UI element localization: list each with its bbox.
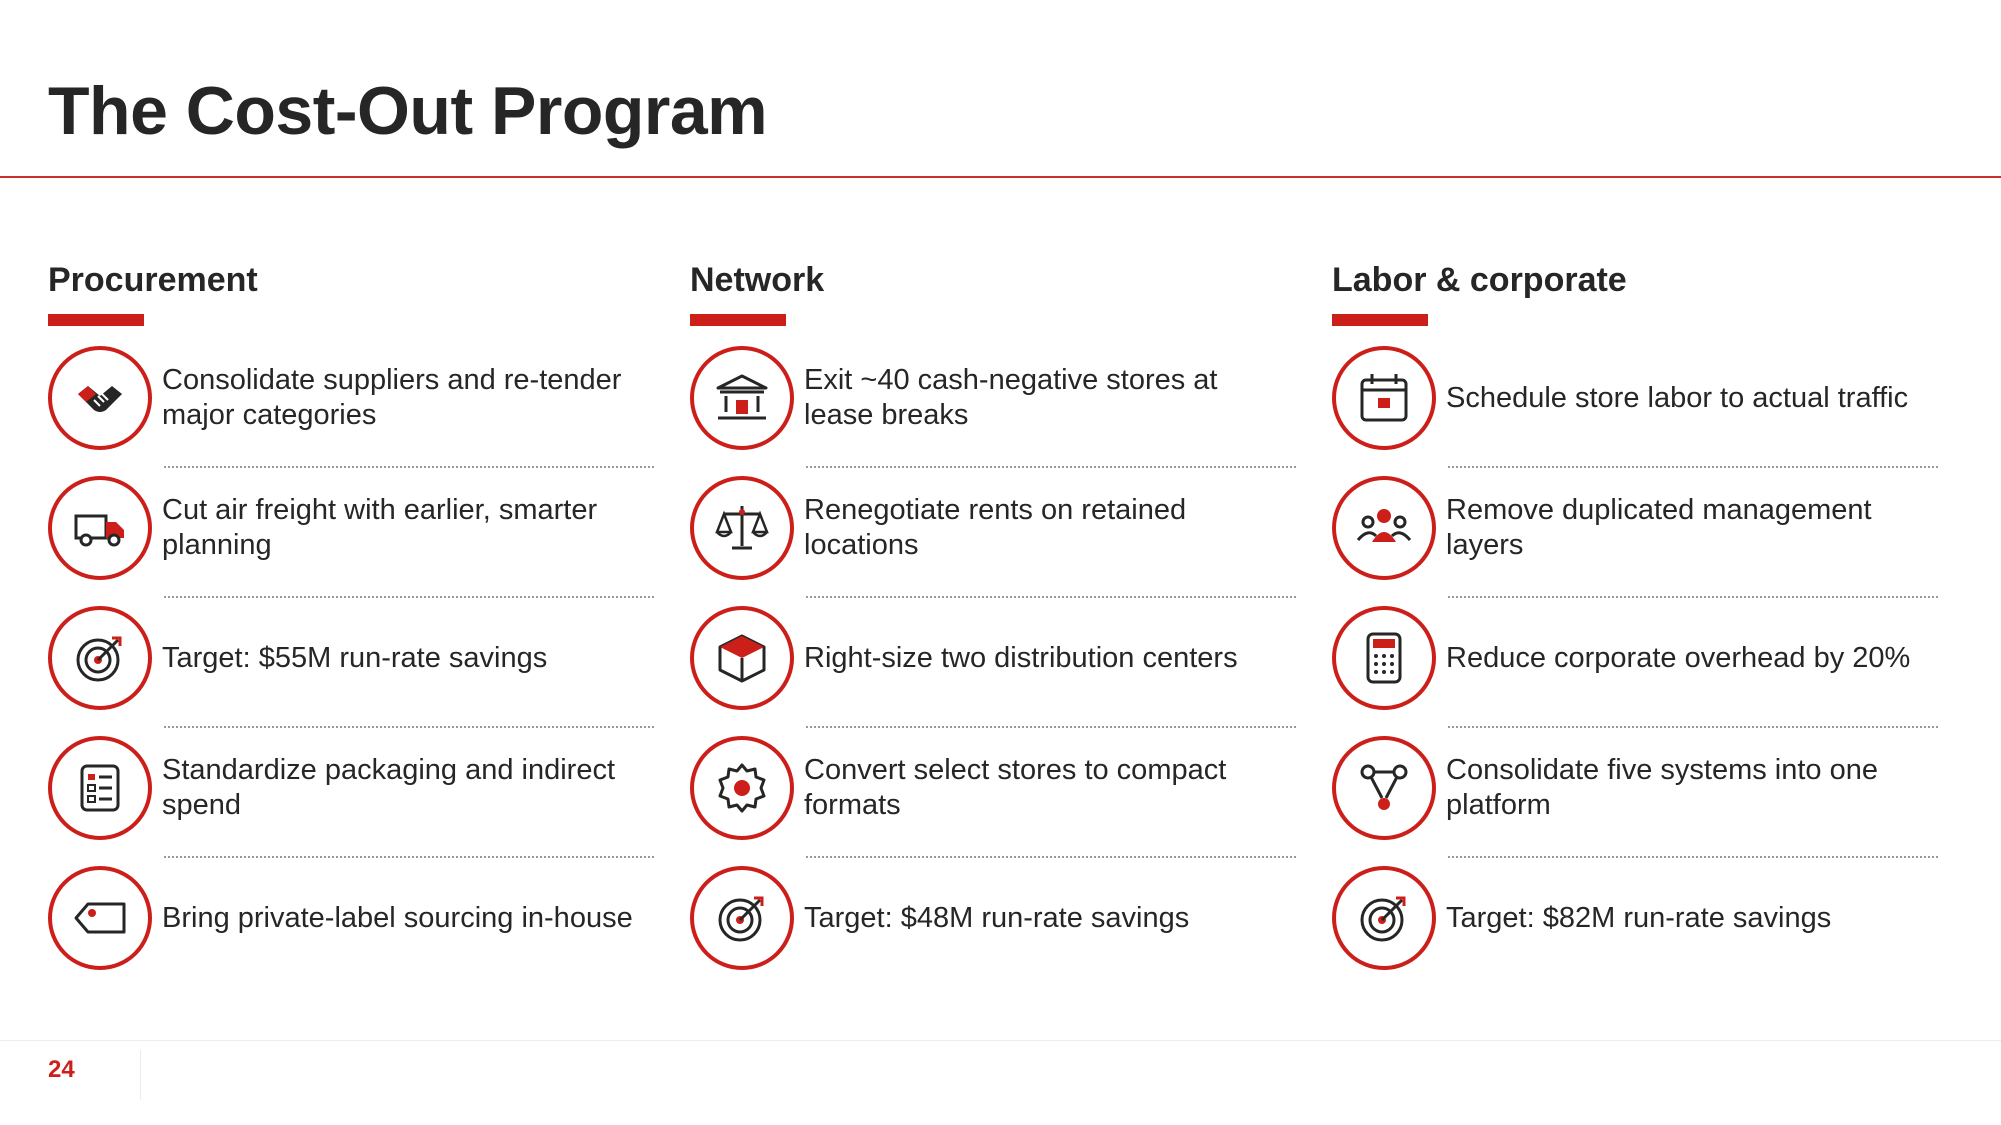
box-icon xyxy=(690,606,794,710)
list-item xyxy=(690,606,1296,736)
title-divider xyxy=(0,176,2001,178)
item-divider xyxy=(806,466,1296,468)
truck-icon xyxy=(48,476,152,580)
item-text: Consolidate suppliers and re-tender major categories xyxy=(162,364,622,431)
item-divider xyxy=(806,856,1296,858)
price-tag-icon xyxy=(48,866,152,970)
item-divider xyxy=(164,466,654,468)
list-item xyxy=(690,476,1296,606)
item-divider xyxy=(164,596,654,598)
bank-building-icon xyxy=(690,346,794,450)
list-item xyxy=(690,736,1296,866)
gear-icon xyxy=(690,736,794,840)
item-divider xyxy=(1448,726,1938,728)
heading-accent-bar xyxy=(690,314,786,326)
footer-divider xyxy=(0,1040,2001,1041)
column-heading: Labor & corporate xyxy=(1332,261,1627,299)
page-number: 24 xyxy=(48,1056,75,1083)
item-text: Bring private-label sourcing in-house xyxy=(162,901,633,934)
calculator-icon xyxy=(1332,606,1436,710)
list-item xyxy=(1332,866,1938,996)
item-text: Exit ~40 cash-negative stores at lease breaks xyxy=(804,364,1218,431)
target-icon xyxy=(690,866,794,970)
list-item xyxy=(48,346,654,476)
list-item xyxy=(48,606,654,736)
column-procurement xyxy=(48,258,654,996)
handshake-icon xyxy=(48,346,152,450)
list-item xyxy=(690,346,1296,476)
item-text: Reduce corporate overhead by 20% xyxy=(1446,641,1911,674)
item-text: Consolidate five systems into one platform xyxy=(1446,754,1878,821)
list-item xyxy=(690,866,1296,996)
item-text: Cut air freight with earlier, smarter planning xyxy=(162,494,598,561)
people-icon xyxy=(1332,476,1436,580)
item-divider xyxy=(164,726,654,728)
network-merge-icon xyxy=(1332,736,1436,840)
list-item xyxy=(1332,476,1938,606)
list-item xyxy=(1332,606,1938,736)
item-divider xyxy=(1448,596,1938,598)
item-divider xyxy=(1448,466,1938,468)
heading-accent-bar xyxy=(48,314,144,326)
slide-title: The Cost-Out Program xyxy=(48,73,768,149)
target-icon xyxy=(1332,866,1436,970)
list-item xyxy=(1332,736,1938,866)
list-item xyxy=(1332,346,1938,476)
heading-accent-bar xyxy=(1332,314,1428,326)
item-divider xyxy=(806,726,1296,728)
calendar-icon xyxy=(1332,346,1436,450)
item-text: Remove duplicated management layers xyxy=(1446,494,1872,561)
item-text: Renegotiate rents on retained locations xyxy=(804,494,1187,561)
item-text: Target: $55M run-rate savings xyxy=(162,641,548,674)
list-item xyxy=(48,476,654,606)
target-icon xyxy=(48,606,152,710)
balance-scale-icon xyxy=(690,476,794,580)
item-divider xyxy=(806,596,1296,598)
checklist-icon xyxy=(48,736,152,840)
item-divider xyxy=(164,856,654,858)
column-labor-corporate xyxy=(1332,258,1938,996)
column-heading: Network xyxy=(690,261,825,299)
list-item xyxy=(48,866,654,996)
item-text: Target: $82M run-rate savings xyxy=(1446,901,1832,934)
item-divider xyxy=(1448,856,1938,858)
item-text: Standardize packaging and indirect spend xyxy=(162,754,616,821)
item-text: Convert select stores to compact formats xyxy=(804,754,1227,821)
item-text: Schedule store labor to actual traffic xyxy=(1446,381,1909,414)
list-item xyxy=(48,736,654,866)
item-text: Target: $48M run-rate savings xyxy=(804,901,1190,934)
column-heading: Procurement xyxy=(48,261,258,299)
column-network xyxy=(690,258,1296,996)
item-text: Right-size two distribution centers xyxy=(804,641,1238,674)
footer-separator xyxy=(140,1050,141,1100)
